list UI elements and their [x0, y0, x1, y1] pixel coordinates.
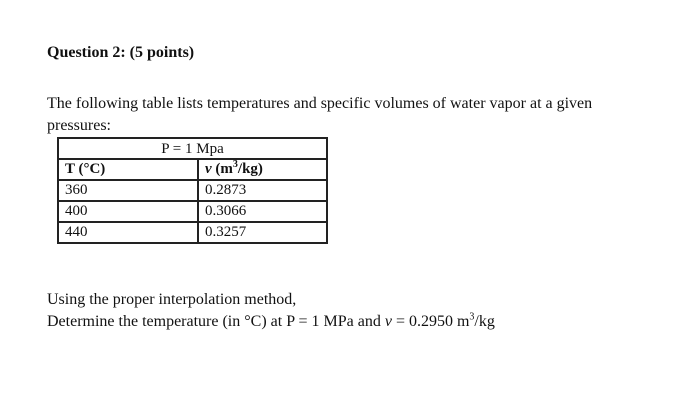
- unit-superscript: 3: [469, 311, 475, 323]
- volume-cell: 0.3066: [198, 201, 327, 222]
- volume-cell: 0.3257: [198, 222, 327, 243]
- table-row: [58, 201, 327, 222]
- volume-cell: 0.2873: [198, 180, 327, 201]
- intro-line-2: pressures:: [47, 117, 111, 134]
- volume-symbol: v: [384, 313, 392, 330]
- table-caption-row: [58, 138, 327, 159]
- instructions-line-2-mid: = 0.2950 m: [391, 313, 470, 330]
- intro-paragraph: [47, 93, 647, 137]
- volume-unit-pre: (m: [211, 161, 233, 177]
- volume-unit-superscript: 3: [232, 159, 238, 170]
- pressure-caption: P = 1 Mpa: [58, 138, 327, 159]
- instructions-line-1: Using the proper interpolation method,: [47, 291, 297, 308]
- intro-line-1: The following table lists temperatures and specific volumes of water vapor at a given: [47, 95, 593, 112]
- temperature-cell: 440: [58, 222, 198, 243]
- table-row: [58, 180, 327, 201]
- instructions-line-2-post: /kg: [474, 313, 495, 330]
- instructions-line-2-pre: Determine the temperature (in °C) at P = 1 MPa and: [47, 313, 385, 330]
- temperature-cell: 400: [58, 201, 198, 222]
- temperature-column-header: T (°C): [58, 159, 198, 180]
- volume-symbol: v: [205, 161, 212, 177]
- table-row: [58, 222, 327, 243]
- question-title: Question 2: (5 points): [47, 44, 195, 61]
- instructions-paragraph: [47, 289, 667, 333]
- temperature-cell: 360: [58, 180, 198, 201]
- instructions-line-2: [47, 313, 495, 330]
- table-header-row: [58, 159, 327, 180]
- temperature-volume-table: [57, 137, 328, 244]
- volume-column-header: [198, 159, 327, 180]
- volume-unit-post: /kg): [237, 161, 263, 177]
